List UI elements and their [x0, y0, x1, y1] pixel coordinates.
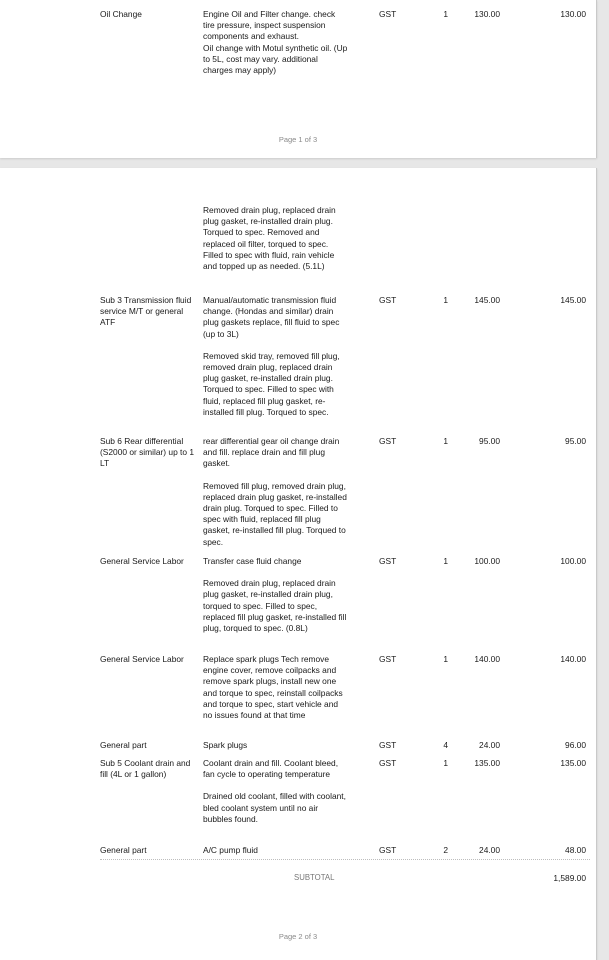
- item-name: Oil Change: [100, 9, 142, 19]
- line-amount: 48.00: [565, 845, 586, 855]
- description-paragraph: Engine Oil and Filter change. check tire pressure, inspect suspension components and exhaust. Oil change with Motul synthetic oil. (Up to 5L, cost may vary. additional charges may apply): [203, 9, 348, 76]
- item-description: [203, 845, 349, 856]
- item-name: General part: [100, 845, 147, 855]
- item-description: [203, 9, 349, 76]
- description-paragraph: Removed drain plug, replaced drain plug gasket, re-installed drain plug, torqued to spec. Filled to spec, replaced fill plug gasket, re-installed fill plug, torqued to spec. (0.8L): [203, 578, 347, 634]
- tax-code: GST: [379, 845, 397, 855]
- line-item-row: [0, 845, 596, 863]
- description-paragraph: Replace spark plugs Tech remove engine cover, remove coilpacks and remove spark plugs, install new one and torque to spec, reinstall coilpacks and torque to spec, start vehicle and no issues found at that time: [203, 654, 343, 721]
- unit-price: 130.00: [474, 9, 500, 19]
- line-item-row: [0, 436, 596, 556]
- line-item-row: [0, 205, 596, 295]
- tax-code: GST: [379, 654, 397, 664]
- unit-price: 24.00: [479, 740, 500, 750]
- line-item-row: [0, 740, 596, 758]
- page-number: Page 2 of 3: [278, 932, 318, 941]
- tax-code: GST: [379, 740, 397, 750]
- description-paragraph: Manual/automatic transmission fluid change. (Hondas and similar) drain plug gaskets replace, fill fluid to spec (up to 3L): [203, 295, 340, 339]
- line-item-row: [0, 654, 596, 740]
- description-paragraph: Coolant drain and fill. Coolant bleed, fan cycle to operating temperature: [203, 758, 339, 780]
- tax-code: GST: [379, 9, 397, 19]
- description-paragraph: Drained old coolant, filled with coolant, bled coolant system until no air bubbles found.: [203, 791, 346, 824]
- item-description: [203, 436, 349, 548]
- description-paragraph: Spark plugs: [203, 740, 248, 750]
- item-name: General part: [100, 740, 147, 750]
- description-paragraph: Removed skid tray, removed fill plug, removed drain plug, replaced drain plug gasket, re-installed drain plug. Torqued to spec. Filled to spec with fluid, replaced fill plug gasket, re-installed fill plug. Torqued to spec.: [203, 350, 340, 417]
- item-name: Sub 6 Rear differential (S2000 or similar) up to 1 LT: [100, 436, 195, 469]
- line-amount: 145.00: [560, 295, 586, 305]
- unit-price: 95.00: [479, 436, 500, 446]
- line-amount: 130.00: [560, 9, 586, 19]
- quantity: 1: [443, 654, 448, 664]
- subtotal-value: 1,589.00: [553, 873, 586, 883]
- line-items: [0, 205, 596, 863]
- item-description: [203, 740, 349, 751]
- description-paragraph: Removed fill plug, removed drain plug, replaced drain plug gasket, re-installed drain plug. Torqued to spec. Filled to spec with fluid, replaced fill plug gasket, re-installed fill plug. Torqued to spec.: [203, 480, 347, 547]
- item-name: General Service Labor: [100, 556, 184, 566]
- unit-price: 24.00: [479, 845, 500, 855]
- line-item-row: [0, 758, 596, 845]
- subtotal-divider: [100, 859, 590, 860]
- item-name: Sub 3 Transmission fluid service M/T or general ATF: [100, 295, 192, 328]
- item-description: [203, 654, 349, 721]
- tax-code: GST: [379, 295, 397, 305]
- quantity: 1: [443, 556, 448, 566]
- quantity: 4: [443, 740, 448, 750]
- page-number: Page 1 of 3: [278, 135, 318, 144]
- description-paragraph: rear differential gear oil change drain and fill. replace drain and fill plug gasket.: [203, 436, 340, 469]
- line-amount: 95.00: [565, 436, 586, 446]
- invoice-page-1: [0, 0, 597, 158]
- unit-price: 140.00: [474, 654, 500, 664]
- item-description: [203, 295, 349, 418]
- item-name: Sub 5 Coolant drain and fill (4L or 1 gallon): [100, 758, 191, 780]
- item-description: [203, 556, 349, 634]
- quantity: 2: [443, 845, 448, 855]
- description-paragraph: A/C pump fluid: [203, 845, 258, 855]
- item-description: [203, 205, 349, 272]
- line-amount: 100.00: [560, 556, 586, 566]
- tax-code: GST: [379, 436, 397, 446]
- line-item-row: [0, 295, 596, 436]
- tax-code: GST: [379, 758, 397, 768]
- subtotal-label: SUBTOTAL: [294, 873, 335, 882]
- quantity: 1: [443, 9, 448, 19]
- tax-code: GST: [379, 556, 397, 566]
- item-name: General Service Labor: [100, 654, 184, 664]
- quantity: 1: [443, 436, 448, 446]
- invoice-page-2: [0, 168, 597, 960]
- quantity: 1: [443, 758, 448, 768]
- line-amount: 135.00: [560, 758, 586, 768]
- line-item-row: [0, 556, 596, 654]
- line-amount: 140.00: [560, 654, 586, 664]
- unit-price: 100.00: [474, 556, 500, 566]
- unit-price: 135.00: [474, 758, 500, 768]
- unit-price: 145.00: [474, 295, 500, 305]
- description-paragraph: Transfer case fluid change: [203, 556, 302, 566]
- line-amount: 96.00: [565, 740, 586, 750]
- item-description: [203, 758, 349, 825]
- quantity: 1: [443, 295, 448, 305]
- description-paragraph: Removed drain plug, replaced drain plug gasket, re-installed drain plug. Torqued to spec. Removed and replaced oil filter, torqued to spec. Filled to spec with fluid, rain vehicle and topped up as needed. (5.1L): [203, 205, 336, 272]
